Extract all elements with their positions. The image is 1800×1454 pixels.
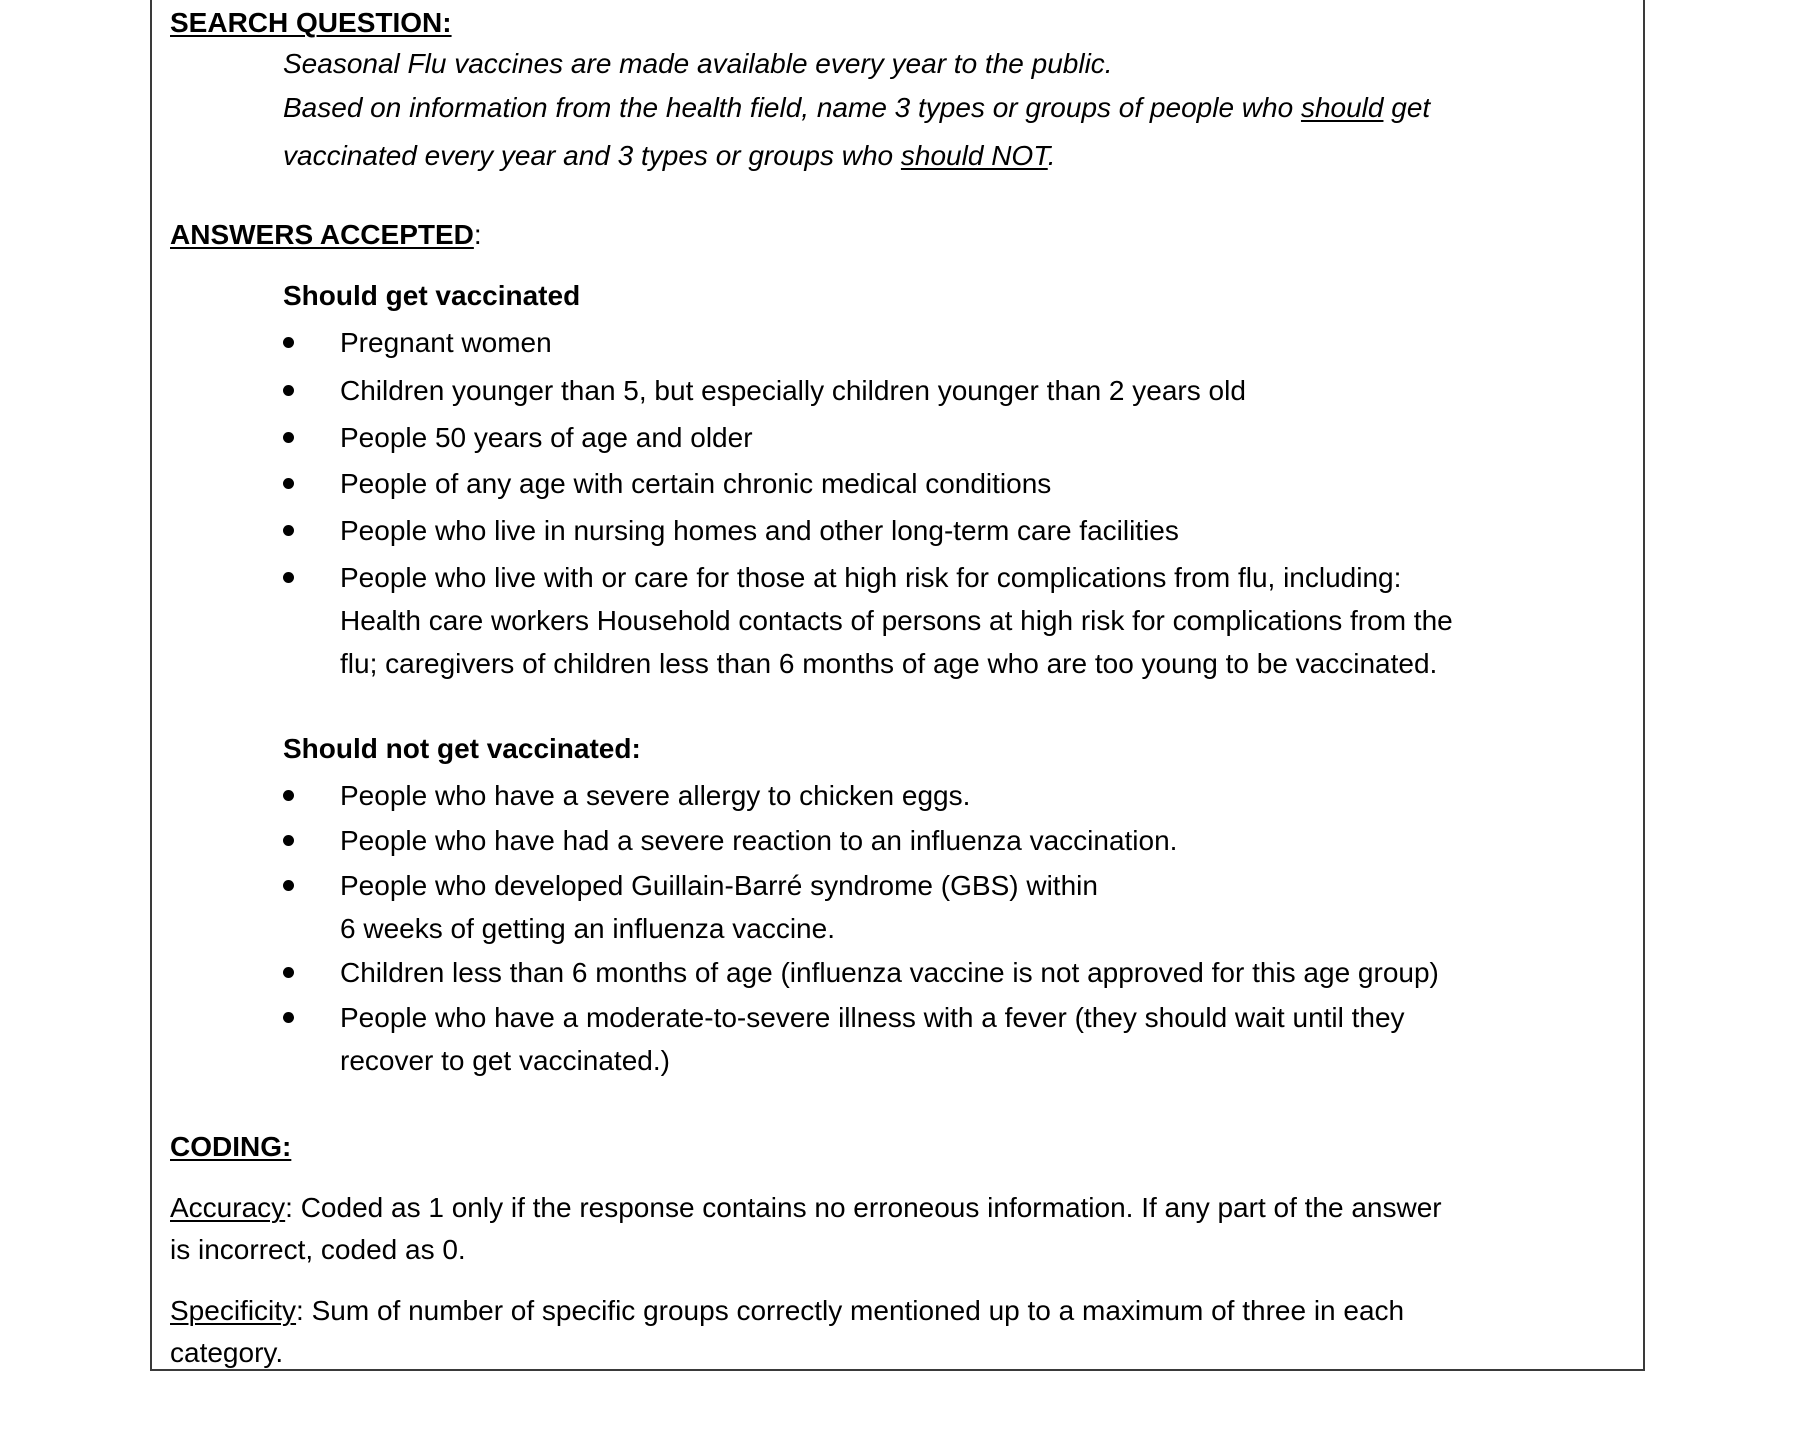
- list-item: recover to get vaccinated.): [340, 1045, 670, 1076]
- bullet-icon: [283, 779, 297, 793]
- accuracy-text: : Coded as 1 only if the response contains no erroneous information. If any part of the answer: [285, 1192, 1442, 1223]
- list-item: People who have a moderate-to-severe illness with a fever (they should wait until they: [340, 1002, 1405, 1033]
- list-item: People who live in nursing homes and other long-term care facilities: [340, 515, 1179, 546]
- answers-accepted-heading-text: ANSWERS ACCEPTED: [170, 219, 474, 250]
- coding-heading: [170, 1130, 291, 1164]
- bullet-icon: [283, 1001, 297, 1015]
- list-item: People who have had a severe reaction to an influenza vaccination.: [340, 825, 1178, 856]
- question-line-1: Seasonal Flu vaccines are made available every year to the public.: [283, 48, 1113, 79]
- bullet-icon: [283, 956, 297, 970]
- rubric-box: [150, 0, 1645, 1371]
- answers-accepted-heading: [170, 218, 482, 252]
- bullet-icon: [283, 561, 297, 575]
- list-item: People of any age with certain chronic medical conditions: [340, 468, 1052, 499]
- accuracy-label: Accuracy: [170, 1192, 286, 1223]
- search-question-heading-text: SEARCH QUESTION:: [170, 7, 452, 38]
- list-item: People 50 years of age and older: [340, 422, 753, 453]
- list-item: Children younger than 5, but especially children younger than 2 years old: [340, 375, 1246, 406]
- bullet-icon: [283, 326, 297, 340]
- list-item: People who live with or care for those at high risk for complications from flu, including:: [340, 562, 1402, 593]
- answers-accepted-colon: :: [473, 219, 482, 250]
- list-item: People who developed Guillain-Barré syndrome (GBS) within: [340, 870, 1098, 901]
- should-emphasis: should: [1300, 92, 1384, 123]
- question-line-2-post: get: [1383, 92, 1431, 123]
- question-line-2-pre: Based on information from the health field, name 3 types or groups of people who: [283, 92, 1301, 123]
- accuracy-line-1: [170, 1191, 1442, 1225]
- coding-heading-text: CODING:: [170, 1131, 292, 1162]
- search-question-heading: [170, 6, 452, 40]
- bullet-icon: [283, 467, 297, 481]
- should-not-emphasis: should NOT: [900, 140, 1048, 171]
- specificity-line-1: [170, 1294, 1404, 1328]
- list-item: Pregnant women: [340, 327, 552, 358]
- should-vaccinate-heading: Should get vaccinated: [283, 280, 581, 311]
- specificity-text: : Sum of number of specific groups correctly mentioned up to a maximum of three in each: [296, 1295, 1405, 1326]
- bullet-icon: [283, 869, 297, 883]
- bullet-icon: [283, 514, 297, 528]
- accuracy-line-2: is incorrect, coded as 0.: [170, 1234, 466, 1265]
- list-item: Health care workers Household contacts of persons at high risk for complications from the: [340, 605, 1453, 636]
- bullet-icon: [283, 374, 297, 388]
- bullet-icon: [283, 421, 297, 435]
- question-line-3-pre: vaccinated every year and 3 types or groups who: [283, 140, 901, 171]
- should-not-vaccinate-heading: Should not get vaccinated:: [283, 733, 641, 764]
- question-line-3: [283, 139, 1056, 173]
- question-line-3-post: .: [1047, 140, 1056, 171]
- list-item: 6 weeks of getting an influenza vaccine.: [340, 913, 835, 944]
- specificity-line-2: category.: [170, 1337, 284, 1368]
- list-item: flu; caregivers of children less than 6 months of age who are too young to be vaccinated.: [340, 648, 1438, 679]
- list-item: Children less than 6 months of age (influenza vaccine is not approved for this age group): [340, 957, 1439, 988]
- list-item: People who have a severe allergy to chicken eggs.: [340, 780, 971, 811]
- question-line-2: [283, 91, 1430, 125]
- specificity-label: Specificity: [170, 1295, 297, 1326]
- bullet-icon: [283, 824, 297, 838]
